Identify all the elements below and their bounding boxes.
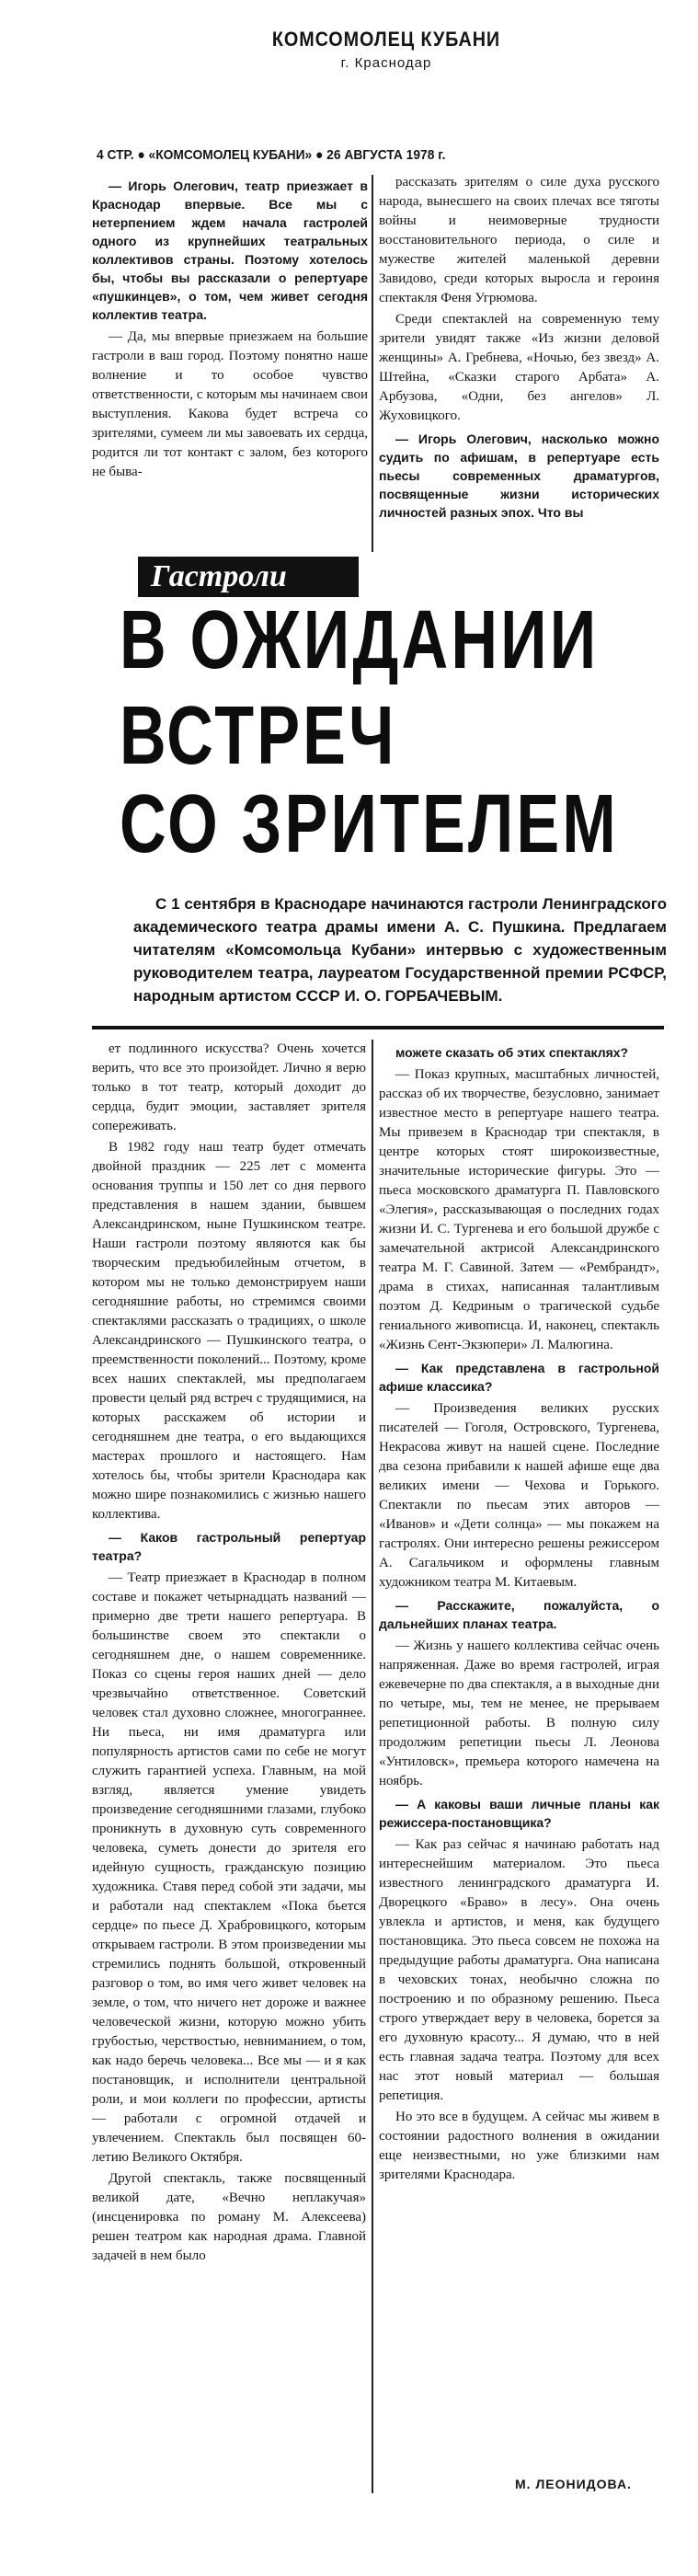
- article-paragraph: Но это все в будущем. А сейчас мы живем в состоянии радостного волнения в ожидании еще неизвестными, но уже близкими нам зрителями Краснодара.: [379, 2110, 659, 2182]
- article-paragraph: — Как раз сейчас я начинаю работать над интереснейшим материалом. Это пьеса известного ленинградского драматурга И. Дворецкого «Браво» в лесу». Она очень увлекла и артистов, и меня, как будущего постановщика. Это пьеса совсем не похожа на предыдущие работы драматурга. Она написана в чеховских тонах, необычно сложна по построению и по образному решению. Пьеса строго утверждает веру в человека, борется за его духовную красоту... Я думаю, что в ней есть главная задача театра. Поэтому для всех нас этот новый материал — большая репетиция.: [379, 1837, 659, 2103]
- article-paragraph: — Произведения великих русских писателей — Гоголя, Островского, Тургенева, Некрасова живут на нашей сцене. Последние два сезона прибавили к нашей афише еще два великих имени — Чехова и Горького. Спектакли по пьесам этих авторов — «Иванов» и «Дети солнца» — мы покажем на гастролях. Они интересно решены режиссером А. Сагальчиком и оформлены главным художником театра М. Китаевым.: [379, 1401, 659, 1590]
- article-paragraph: В 1982 году наш театр будет отмечать двойной праздник — 225 лет с момента основания труппы и 150 лет со дня первого представления в нашем здании, бывшем Александринском, ныне Пушкинском театре. Наши гастроли поэтому являются как бы творческим предъюбилейным отчетом, в котором мы не только демонстрируем наши сегодняшние работы, но стремимся своими спектаклями рассказать о традициях, о школе Александринского — Пушкинского театра, о преемственности поколений... Поэтому, кроме всех наших спектаклей, мы предполагаем провести целый ряд встреч с трудящимися, на которых расскажем об истории и сегодняшнем дне театра, о его выдающихся мастерах прошлого и настоящего. Нам хотелось бы, чтобы зрители Краснодара как можно шире познакомились с жизнью нашего коллектива.: [92, 1140, 366, 1522]
- section-rule: [92, 1026, 664, 1029]
- column-divider: [372, 175, 373, 552]
- article-paragraph: — Да, мы впервые приезжаем на большие гастроли в ваш город. Поэтому понятно наше волнение и то особое чувство ответственности, с которым мы начинаем свои выступления. Какова будет встреча со зрителями, сумеем ли мы завоевать их сердца, родится ли тот контакт с залом, без которого не быва-: [92, 329, 368, 479]
- lead-paragraph: С 1 сентября в Краснодаре начинаются гастроли Ленинградского академического театра драмы имени А. С. Пушкина. Предлагаем читателям «Комсомольца Кубани» интервью с художественным руководителем театра, лауреатом Государственной премии РСФСР, народным артистом СССР И. О. ГОРБАЧЕВЫМ.: [133, 895, 667, 1005]
- stamp-title: КОМСОМОЛЕЦ КУБАНИ: [271, 28, 501, 51]
- top-right-column: [379, 173, 659, 525]
- article-paragraph: Другой спектакль, также посвященный великой дате, «Вечно неплакучая» (инсценировка по роману М. Алексеева) решен театром как народная драма. Главной задачей в нем было: [92, 2171, 366, 2263]
- headline-line-3: СО ЗРИТЕЛЕМ: [120, 778, 619, 870]
- article-paragraph: Среди спектаклей на современную тему зрители увидят также «Из жизни деловой женщины» А. Гребнева, «Ночью, без звезд» А. Штейна, «Сказки старого Арбата» А. Арбузова, «Одни, без ангелов» Л. Жуховицкого.: [379, 312, 659, 423]
- article-paragraph: ет подлинного искусства? Очень хочется верить, что все это произойдет. Лично я верю только в тот театр, который доходит до сердца, будит эмоции, заставляет зрителя сопереживать.: [92, 1041, 366, 1133]
- article-paragraph: — Театр приезжает в Краснодар в полном составе и покажет четырнадцать названий — примерно две трети нашего репертуара. В большинстве своем это спектакли о сегодняшнем дне, о нашем современнике. Показ со сцены героя наших дней — дело чрезвычайно ответственное. Советский человек стал духовно сложнее, многограннее. Ни пьеса, ни имя драматурга или популярность артистов сами по себе не могут служить гарантией успеха. Главным, на мой взгляд, является умение увидеть произведение сегодняшними глазами, глубоко проникнуть в духовную суть современного человека, суметь донести до зрителя его идейную сущность, гражданскую позицию художника. Ставя перед собой эти задачи, мы и работали над спектаклем «Пока бьется сердце» по пьесе Д. Храбровицкого, которым открываем гастроли. В этом произведении мы стремились поднять большой, откровенный разговор о том, во имя чего живет человек на земле, о том, что ничего нет дороже и важнее человеческой жизни, которую можно убить грубостью, черствостью, невниманием, о том, как надо беречь человека... Все мы — и я как постановщик, и исполнители центральной роли, и мои коллеги по профессии, артисты — работали с огромной отдачей и увлечением. Спектакль был посвящен 60-летию Великого Октября.: [92, 1570, 366, 2165]
- interview-question: — Расскажите, пожалуйста, о дальнейших планах театра.: [379, 1598, 659, 1631]
- author-signature: М. ЛЕОНИДОВА.: [515, 2477, 632, 2491]
- headline-line-1: В ОЖИДАНИИ: [120, 594, 600, 686]
- rubric-label: Гастроли: [138, 557, 359, 597]
- interview-question: — Каков гастрольный репертуар театра?: [92, 1530, 366, 1563]
- interview-question: можете сказать об этих спектаклях?: [395, 1045, 629, 1060]
- article-paragraph: — Жизнь у нашего коллектива сейчас очень напряженная. Даже во время гастролей, играя ежевечерне по два спектакля, а в выходные дни по четыре, мы, тем не менее, не прерываем репетиционной работы. В полную силу продолжим репетиции пьесы Л. Леонова «Унтиловск», премьера которого намечена на ноябрь.: [379, 1639, 659, 1788]
- interview-question: — Игорь Олегович, насколько можно судить по афишам, в репертуаре есть пьесы современных драматургов, посвященные жизни исторических личностей разных эпох. Что вы: [379, 431, 659, 520]
- article-paragraph: рассказать зрителям о силе духа русского народа, вынесшего на своих плечах все тяготы войны и неимоверные трудности восстановительного периода, о силе и мужестве жителей маленькой деревни Завидово, среди которых выросла и героиня спектакля Феня Угрюмова.: [379, 175, 659, 305]
- newspaper-stamp: [248, 28, 524, 71]
- headline-line-2: ВСТРЕЧ: [120, 690, 397, 782]
- top-left-column: [92, 173, 368, 482]
- interview-question: — А каковы ваши личные планы как режиссера-постановщика?: [379, 1797, 659, 1830]
- interview-question: — Как представлена в гастрольной афише классика?: [379, 1361, 659, 1394]
- bottom-left-column: [92, 1040, 366, 2266]
- issue-header: 4 СТР. ● «КОМСОМОЛЕЦ КУБАНИ» ● 26 АВГУСТА 1978 г.: [97, 147, 446, 163]
- stamp-city: г. Краснодар: [340, 55, 432, 71]
- interview-question: — Игорь Олегович, театр приезжает в Краснодар впервые. Все мы с нетерпением ждем начала гастролей одного из крупнейших театральных коллективов страны. Поэтому хотелось бы, чтобы вы рассказали о репертуаре «пушкинцев», о том, чем живет сегодня коллектив театра.: [92, 178, 368, 322]
- article-paragraph: — Показ крупных, масштабных личностей, рассказ об их творчестве, безусловно, занимает известное место в репертуаре нашего театра. Мы привезем в Краснодар три спектакля, в центре которых стоят широкоизвестные, значительные исторические фигуры. Это — пьеса московского драматурга П. Павловского «Элегия», рассказывающая о последних годах жизни И. С. Тургенева и его большой дружбе с замечательной актрисой Александринского театра М. Г. Савиной. Затем — «Рембрандт», драма в стихах, написанная талантливым поэтом Д. Кедриным о трагической судьбе гениального живописца. И, наконец, спектакль «Жизнь Сент-Экзюпери» Л. Малюгина.: [379, 1067, 659, 1352]
- bottom-right-column: [379, 1040, 659, 2185]
- column-divider-bottom: [372, 1040, 373, 2493]
